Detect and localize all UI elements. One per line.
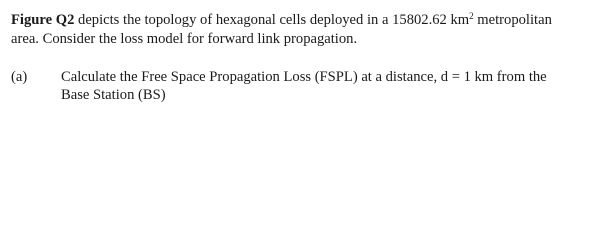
intro-line-1 [11,11,607,30]
intro-text-end: metropolitan [473,12,552,28]
intro-text: depicts the topology of hexagonal cells deployed in a 15802.62 km [74,12,470,28]
part-text-line-1: Calculate the Free Space Propagation Loss (FSPL) at a distance, d = 1 km from the [61,69,547,85]
question-intro [11,11,607,49]
figure-reference: Figure Q2 [11,12,75,28]
part-label: (a) [11,69,28,85]
intro-line-2: area. Consider the loss model for forward link propagation. [11,31,358,47]
part-text [61,68,607,104]
area-unit-exponent: 2 [469,11,474,21]
part-text-line-2: Base Station (BS) [61,87,166,103]
